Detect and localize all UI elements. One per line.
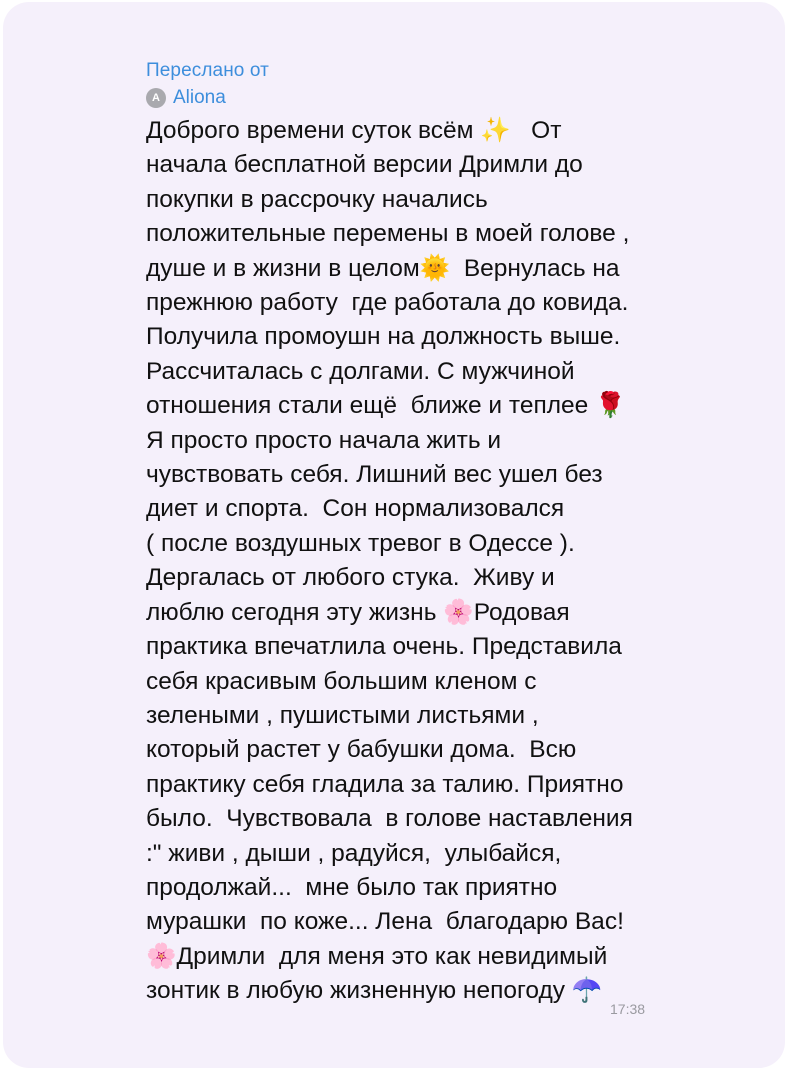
message-line: мурашки по коже... Лена благодарю Вас!	[146, 908, 624, 936]
message-line: практика впечатлила очень. Представила	[146, 633, 622, 661]
message-line: ( после воздушных тревог в Одессе ).	[146, 529, 575, 557]
author-avatar: A	[146, 88, 166, 108]
message-line: Я просто просто начала жить и	[146, 426, 502, 454]
message-line: чувствовать себя. Лишний вес ушел без	[146, 461, 603, 489]
message-line: 🌸Дримли для меня это как невидимый	[146, 942, 608, 970]
message-line: Получила промоушн на должность выше.	[146, 323, 621, 351]
message-line: диет и спорта. Сон нормализовался	[146, 495, 565, 523]
message-line: зонтик в любую жизненную непогоду ☂️	[146, 977, 603, 1005]
message-line: душе и в жизни в целом🌞 Вернулась на	[146, 254, 620, 282]
message-line: Дергалась от любого стука. Живу и	[146, 564, 555, 592]
message-line: практику себя гладила за талию. Приятно	[146, 770, 624, 798]
message-line: было. Чувствовала в голове наставления	[146, 805, 633, 833]
message-timestamp: 17:38	[610, 1001, 646, 1017]
forwarded-author-link[interactable]	[146, 87, 226, 109]
forwarded-author-name: Aliona	[173, 87, 226, 108]
message-line: продолжай... мне было так приятно	[146, 873, 558, 901]
message-line: Доброго времени суток всём ✨ От	[146, 117, 562, 144]
message-line: начала бесплатной версии Дримли до	[146, 151, 583, 179]
message-line: покупки в рассрочку начались	[146, 185, 488, 213]
message-line: зелеными , пушистыми листьями ,	[146, 701, 539, 729]
message-line: прежнюю работу где работала до ковида.	[146, 289, 629, 317]
forwarded-from-label: Переслано от	[146, 60, 269, 81]
message-line: который растет у бабушки дома. Всю	[146, 736, 577, 764]
message-line: люблю сегодня эту жизнь 🌸Родовая	[146, 598, 570, 626]
message-line: себя красивым большим кленом с	[146, 667, 537, 695]
message-line: отношения стали ещё ближе и теплее 🌹	[146, 392, 626, 420]
message-line: положительные перемены в моей голове ,	[146, 220, 630, 248]
message-line: :" живи , дыши , радуйся, улыбайся,	[146, 839, 562, 867]
message-line: Рассчиталась с долгами. С мужчиной	[146, 357, 575, 385]
message-text	[146, 114, 676, 1009]
